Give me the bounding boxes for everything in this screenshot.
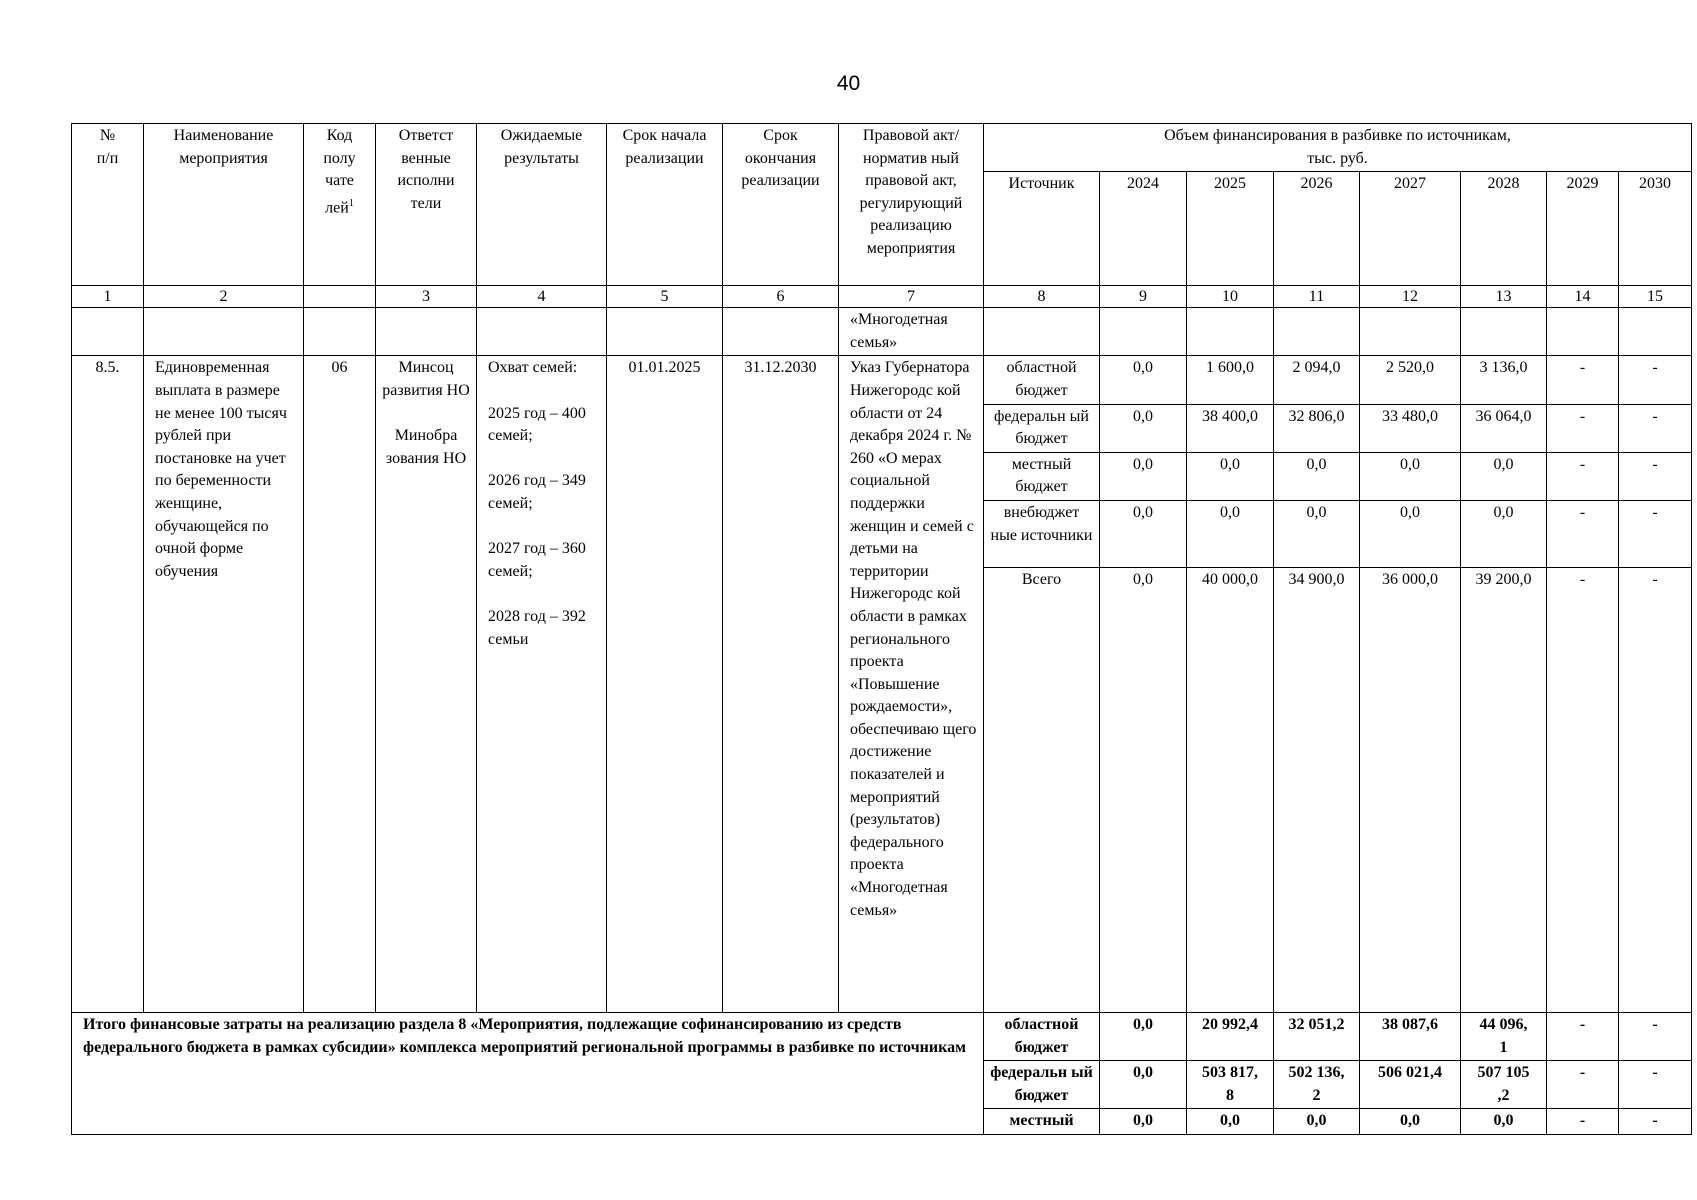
amount-cell: - <box>1619 452 1692 500</box>
amount-cell: - <box>1547 1061 1619 1109</box>
column-number: 11 <box>1274 286 1360 308</box>
measure-name: Единовременная выплата в размере не менее 100 тысяч рублей при постановке на учет по беременности женщине, обучающейся по очной форме обучения <box>144 356 304 1013</box>
amount-cell: 20 992,4 <box>1187 1012 1274 1060</box>
amount-cell: 0,0 <box>1274 500 1360 567</box>
amount-cell: - <box>1619 567 1692 1012</box>
amount-cell: - <box>1547 500 1619 567</box>
amount-cell: 36 000,0 <box>1360 567 1461 1012</box>
amount-cell: 0,0 <box>1100 356 1187 404</box>
header-year: 2029 <box>1547 172 1619 286</box>
header-year: 2028 <box>1461 172 1547 286</box>
amount-cell: 38 400,0 <box>1187 404 1274 452</box>
amount-cell: 0,0 <box>1100 1109 1187 1135</box>
amount-cell: 0,0 <box>1360 1109 1461 1135</box>
amount-cell: 0,0 <box>1100 452 1187 500</box>
header-num: № п/п <box>72 124 144 286</box>
amount-cell: 507 105 ,2 <box>1461 1061 1547 1109</box>
amount-cell: - <box>1547 1012 1619 1060</box>
header-year: 2025 <box>1187 172 1274 286</box>
header-results: Ожидаемые результаты <box>477 124 607 286</box>
recipient-code: 06 <box>304 356 376 1013</box>
amount-cell: - <box>1619 1061 1692 1109</box>
amount-cell: 0,0 <box>1360 500 1461 567</box>
header-year: 2030 <box>1619 172 1692 286</box>
source-name: внебюджет ные источники <box>984 500 1100 567</box>
header-name: Наименование мероприятия <box>144 124 304 286</box>
column-number: 14 <box>1547 286 1619 308</box>
row-number: 8.5. <box>72 356 144 1013</box>
header-start: Срок начала реализации <box>607 124 723 286</box>
amount-cell: - <box>1619 500 1692 567</box>
column-number: 8 <box>984 286 1100 308</box>
column-number: 10 <box>1187 286 1274 308</box>
amount-cell: 34 900,0 <box>1274 567 1360 1012</box>
responsible-executors: Минсоц развития НО Минобра зования НО <box>376 356 477 1013</box>
continuation-row <box>72 308 1692 356</box>
amount-cell: 0,0 <box>1100 1012 1187 1060</box>
amount-cell: 0,0 <box>1461 1109 1547 1135</box>
amount-cell: 0,0 <box>1100 500 1187 567</box>
column-number: 3 <box>376 286 477 308</box>
amount-cell: 33 480,0 <box>1360 404 1461 452</box>
column-number: 13 <box>1461 286 1547 308</box>
row-8-5-source-1 <box>72 356 1692 404</box>
amount-cell: 0,0 <box>1274 452 1360 500</box>
amount-cell: 2 094,0 <box>1274 356 1360 404</box>
column-number: 12 <box>1360 286 1461 308</box>
header-end: Срок окончания реализации <box>723 124 839 286</box>
source-name: федеральн ый бюджет <box>984 1061 1100 1109</box>
section-total-row-1 <box>72 1012 1692 1060</box>
source-name: местный бюджет <box>984 452 1100 500</box>
column-number: 4 <box>477 286 607 308</box>
column-number <box>304 286 376 308</box>
column-number: 9 <box>1100 286 1187 308</box>
amount-cell: 0,0 <box>1360 452 1461 500</box>
header-code: Код полу чате лей$^1$ <box>304 124 376 286</box>
column-number: 6 <box>723 286 839 308</box>
amount-cell: 0,0 <box>1187 500 1274 567</box>
expected-results: Охват семей: 2025 год – 400 семей; 2026 год – 349 семей; 2027 год – 360 семей; 2028 год – 392 семьи <box>477 356 607 1013</box>
source-name: Всего <box>984 567 1100 1012</box>
column-numbers-row <box>72 286 1692 308</box>
amount-cell: 3 136,0 <box>1461 356 1547 404</box>
amount-cell: - <box>1619 1012 1692 1060</box>
amount-cell: 502 136, 2 <box>1274 1061 1360 1109</box>
amount-cell: - <box>1547 452 1619 500</box>
header-funding-title: Объем финансирования в разбивке по источникам, тыс. руб. <box>984 124 1692 172</box>
amount-cell: - <box>1547 404 1619 452</box>
amount-cell: - <box>1619 1109 1692 1135</box>
source-name: местный <box>984 1109 1100 1135</box>
end-date: 31.12.2030 <box>723 356 839 1013</box>
source-name: областной бюджет <box>984 356 1100 404</box>
legal-act: Указ Губернатора Нижегородс кой области от 24 декабря 2024 г. № 260 «О мерах социальной поддержки женщин и семей с детьми на территории Нижегородс кой области в рамках регионального проекта «Повышение рождаемости», обеспечиваю щего достижение показателей и мероприятий (результатов) федерального проекта «Многодетная семья» <box>839 356 984 1013</box>
financing-table <box>71 123 1692 1135</box>
continuation-text: «Многодетная семья» <box>839 308 984 356</box>
column-number: 15 <box>1619 286 1692 308</box>
amount-cell: - <box>1547 567 1619 1012</box>
column-number: 7 <box>839 286 984 308</box>
amount-cell: 40 000,0 <box>1187 567 1274 1012</box>
amount-cell: 0,0 <box>1274 1109 1360 1135</box>
amount-cell: 0,0 <box>1100 404 1187 452</box>
amount-cell: 32 806,0 <box>1274 404 1360 452</box>
amount-cell: 1 600,0 <box>1187 356 1274 404</box>
amount-cell: 39 200,0 <box>1461 567 1547 1012</box>
column-number: 2 <box>144 286 304 308</box>
amount-cell: 44 096, 1 <box>1461 1012 1547 1060</box>
amount-cell: 506 021,4 <box>1360 1061 1461 1109</box>
amount-cell: 0,0 <box>1461 452 1547 500</box>
source-name: федеральн ый бюджет <box>984 404 1100 452</box>
start-date: 01.01.2025 <box>607 356 723 1013</box>
amount-cell: 0,0 <box>1100 567 1187 1012</box>
header-year: 2026 <box>1274 172 1360 286</box>
amount-cell: - <box>1619 404 1692 452</box>
header-source: Источник <box>984 172 1100 286</box>
amount-cell: 38 087,6 <box>1360 1012 1461 1060</box>
amount-cell: - <box>1547 1109 1619 1135</box>
amount-cell: - <box>1547 356 1619 404</box>
section-total-label: Итого финансовые затраты на реализацию раздела 8 «Мероприятия, подлежащие софинансированию из средств федерального бюджета в рамках субсидии» комплекса мероприятий региональной программы в разбивке по источникам <box>72 1012 984 1134</box>
amount-cell: 0,0 <box>1100 1061 1187 1109</box>
amount-cell: 32 051,2 <box>1274 1012 1360 1060</box>
header-year: 2027 <box>1360 172 1461 286</box>
amount-cell: 36 064,0 <box>1461 404 1547 452</box>
header-act: Правовой акт/норматив ный правовой акт, регулирующий реализацию мероприятия <box>839 124 984 286</box>
amount-cell: 0,0 <box>1187 1109 1274 1135</box>
amount-cell: 2 520,0 <box>1360 356 1461 404</box>
column-number: 1 <box>72 286 144 308</box>
amount-cell: 0,0 <box>1461 500 1547 567</box>
page-number: 40 <box>836 72 861 95</box>
header-row-1 <box>72 124 1692 172</box>
header-year: 2024 <box>1100 172 1187 286</box>
amount-cell: - <box>1619 356 1692 404</box>
column-number: 5 <box>607 286 723 308</box>
amount-cell: 503 817, 8 <box>1187 1061 1274 1109</box>
source-name: областной бюджет <box>984 1012 1100 1060</box>
header-responsible: Ответст венные исполни тели <box>376 124 477 286</box>
amount-cell: 0,0 <box>1187 452 1274 500</box>
